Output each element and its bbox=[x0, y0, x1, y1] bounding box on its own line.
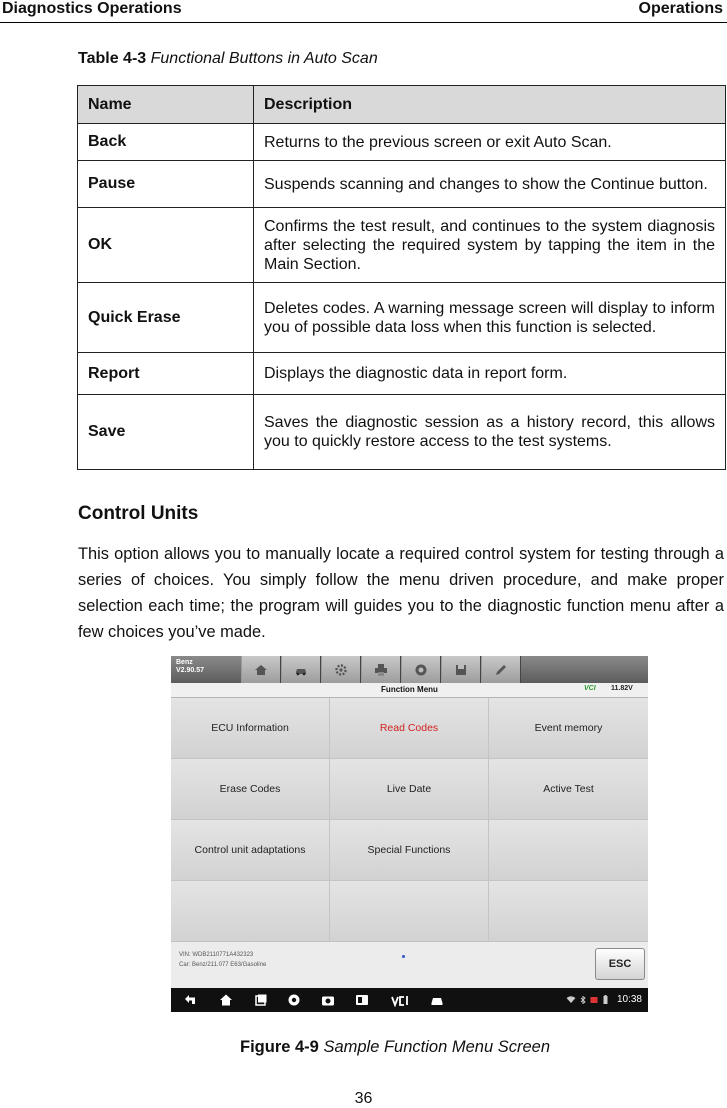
row-name: Pause bbox=[78, 161, 254, 208]
column-header-name: Name bbox=[78, 86, 254, 124]
bluetooth-icon bbox=[580, 996, 586, 1004]
section-title: Control Units bbox=[78, 503, 199, 524]
edit-button[interactable] bbox=[481, 656, 521, 683]
table-caption-text: Functional Buttons in Auto Scan bbox=[150, 50, 378, 67]
gear-icon bbox=[334, 663, 348, 677]
function-event-memory[interactable]: Event memory bbox=[489, 698, 648, 758]
row-name: OK bbox=[78, 208, 254, 283]
printer-icon bbox=[374, 663, 388, 677]
function-menu-screenshot bbox=[171, 656, 648, 1012]
figure-caption bbox=[0, 1038, 727, 1057]
brand-name: Benz bbox=[176, 659, 193, 666]
function-ecu-information[interactable]: ECU Information bbox=[171, 698, 329, 758]
toolbar-buttons bbox=[241, 656, 521, 683]
table-caption-label: Table 4-3 bbox=[78, 50, 147, 67]
car-swap-icon bbox=[294, 663, 308, 677]
column-header-description: Description bbox=[254, 86, 726, 124]
browser-icon[interactable] bbox=[287, 993, 301, 1007]
header-section: Operations bbox=[638, 0, 723, 17]
save-icon bbox=[454, 663, 468, 677]
row-description: Suspends scanning and changes to show the Continue button. bbox=[254, 161, 726, 208]
vehicle-swap-button[interactable] bbox=[281, 656, 321, 683]
table-row bbox=[78, 208, 726, 283]
help-button[interactable] bbox=[401, 656, 441, 683]
vci-label: VCI bbox=[584, 685, 596, 692]
table-row bbox=[78, 395, 726, 470]
row-name: Quick Erase bbox=[78, 283, 254, 353]
vehicle-nav-icon[interactable] bbox=[430, 993, 444, 1007]
home-nav-icon[interactable] bbox=[219, 993, 233, 1007]
vehicle-brand bbox=[176, 659, 204, 675]
function-empty bbox=[330, 881, 488, 941]
page-header bbox=[0, 0, 727, 23]
page-number: 36 bbox=[354, 1090, 373, 1107]
android-nav-bar bbox=[171, 988, 648, 1012]
save-button[interactable] bbox=[441, 656, 481, 683]
table-row bbox=[78, 353, 726, 395]
vin-text: VIN: WDB2110771A432323 bbox=[179, 952, 254, 958]
table-row bbox=[78, 283, 726, 353]
table-header-row bbox=[78, 86, 726, 124]
vci-indicator bbox=[584, 685, 596, 692]
table-row bbox=[78, 161, 726, 208]
function-empty bbox=[171, 881, 329, 941]
function-active-test[interactable]: Active Test bbox=[489, 759, 648, 819]
function-erase-codes[interactable]: Erase Codes bbox=[171, 759, 329, 819]
section-body: This option allows you to manually locate a required control system for testing through a series of choices. You simply follow the menu driven procedure, and make proper selection each time; the program will guides you to the diagnostic function menu after a few choices you’ve made. bbox=[78, 545, 724, 641]
print-button[interactable] bbox=[361, 656, 401, 683]
wifi-icon bbox=[566, 996, 576, 1004]
function-read-codes[interactable]: Read Codes bbox=[330, 698, 488, 758]
functional-buttons-table bbox=[77, 85, 726, 470]
battery-voltage: 11.82V bbox=[611, 685, 633, 692]
car-text: Car: Benz/211.077 E63/Gasoline bbox=[179, 962, 267, 968]
function-live-date[interactable]: Live Date bbox=[330, 759, 488, 819]
function-special-functions[interactable]: Special Functions bbox=[330, 820, 488, 880]
menu-titlebar bbox=[171, 683, 648, 698]
toolbar bbox=[171, 656, 648, 683]
vehicle-info-bar bbox=[171, 941, 648, 988]
vehicle-info bbox=[179, 950, 266, 970]
row-description: Deletes codes. A warning message screen will display to inform you of possible data loss when this function is selected. bbox=[254, 283, 726, 353]
figure-caption-label: Figure 4-9 bbox=[240, 1038, 319, 1056]
function-control-unit-adaptations[interactable]: Control unit adaptations bbox=[171, 820, 329, 880]
status-icons bbox=[566, 995, 608, 1005]
table-row bbox=[78, 124, 726, 161]
row-description: Confirms the test result, and continues to the system diagnosis after selecting the required system by tapping the item in the Main Section. bbox=[254, 208, 726, 283]
notification-icon bbox=[590, 996, 598, 1004]
function-empty bbox=[489, 820, 648, 880]
software-version: V2.90.57 bbox=[176, 667, 205, 674]
page-indicator-dot bbox=[402, 955, 405, 958]
media-icon[interactable] bbox=[355, 993, 369, 1007]
camera-icon[interactable] bbox=[321, 993, 335, 1007]
table-caption bbox=[78, 50, 378, 68]
settings-button[interactable] bbox=[321, 656, 361, 683]
row-description: Saves the diagnostic session as a history record, this allows you to quickly restore access to the test systems. bbox=[254, 395, 726, 470]
header-chapter: Diagnostics Operations bbox=[2, 0, 182, 17]
back-icon[interactable] bbox=[183, 993, 197, 1007]
function-grid bbox=[171, 698, 648, 941]
row-description: Displays the diagnostic data in report form. bbox=[254, 353, 726, 395]
pen-icon bbox=[494, 663, 508, 677]
help-icon bbox=[414, 663, 428, 677]
home-icon bbox=[254, 663, 268, 677]
esc-button[interactable]: ESC bbox=[595, 948, 645, 980]
battery-icon bbox=[603, 995, 608, 1004]
row-description: Returns to the previous screen or exit Auto Scan. bbox=[254, 124, 726, 161]
row-name: Back bbox=[78, 124, 254, 161]
row-name: Report bbox=[78, 353, 254, 395]
menu-title: Function Menu bbox=[381, 685, 438, 694]
vci-nav-icon[interactable] bbox=[391, 993, 413, 1007]
function-empty bbox=[489, 881, 648, 941]
row-name: Save bbox=[78, 395, 254, 470]
home-button[interactable] bbox=[241, 656, 281, 683]
recent-apps-icon[interactable] bbox=[254, 993, 268, 1007]
figure-caption-text: Sample Function Menu Screen bbox=[323, 1038, 550, 1056]
status-clock: 10:38 bbox=[616, 994, 642, 1005]
